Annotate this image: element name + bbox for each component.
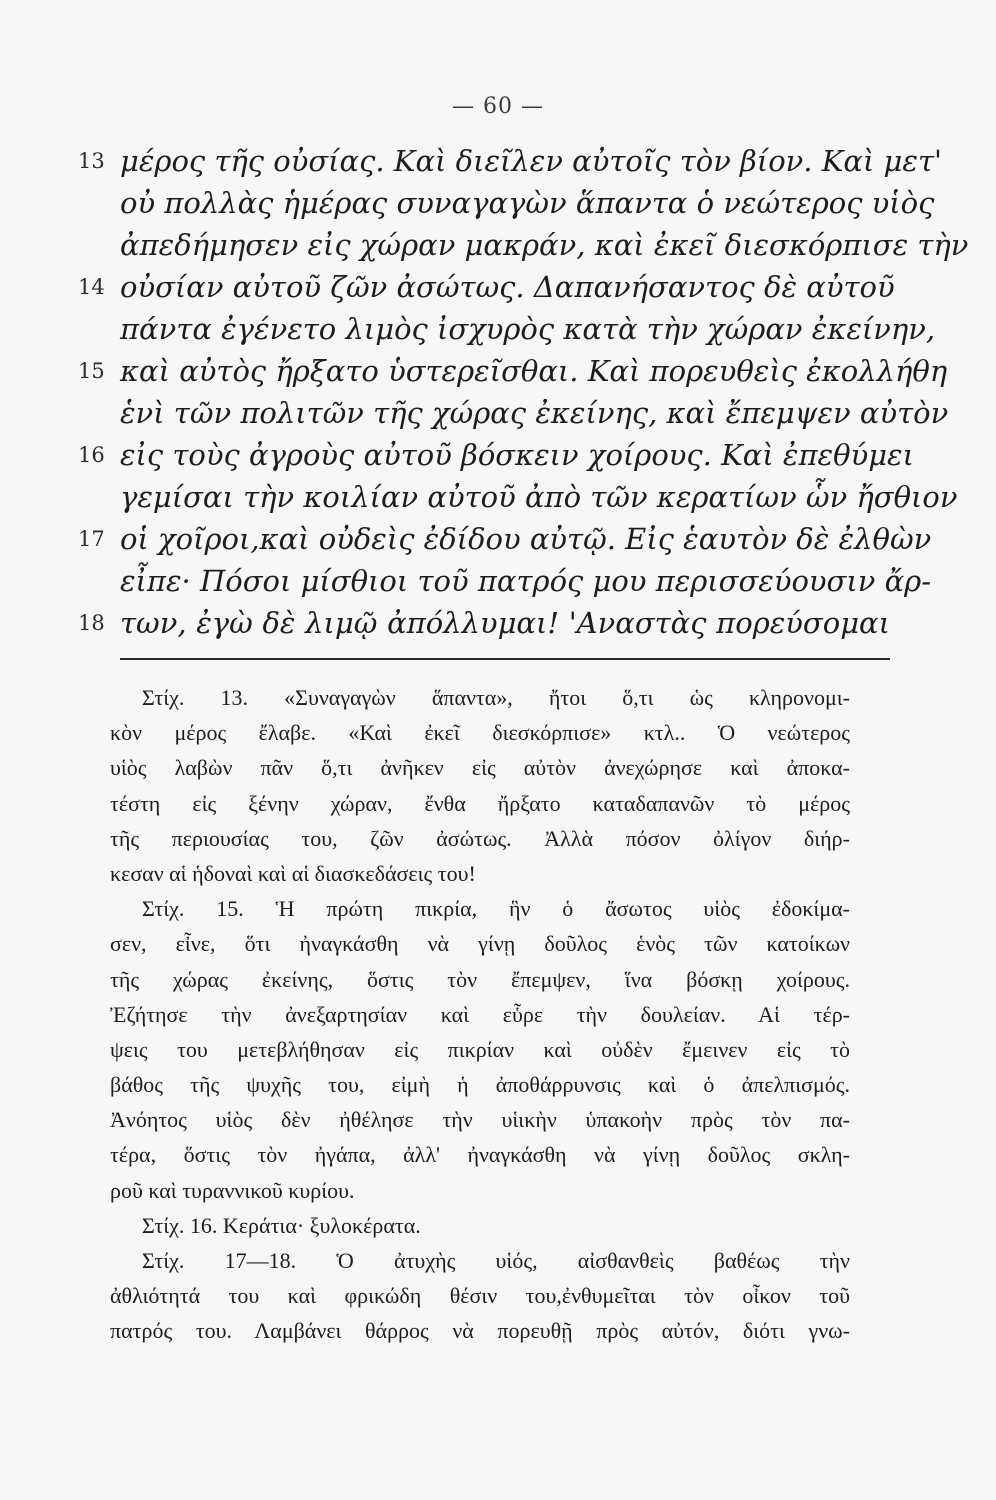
note-line: κὸν μέρος ἔλαβε. «Καὶ ἐκεῖ διεσκόρπισε» κτλ.. Ὁ νεώτερος	[110, 720, 850, 746]
note-line: Ἐζήτησε τὴν ἀνεξαρτησίαν καὶ εὗρε τὴν δουλείαν. Αἱ τέρ-	[110, 1001, 850, 1027]
note-line: πατρός του. Λαμβάνει θάρρος νὰ πορευθῇ πρὸς αὐτόν, διότι γνω-	[110, 1318, 850, 1344]
verse-number: 13	[78, 149, 105, 173]
footnote-divider	[120, 658, 890, 660]
note-line: ἀθλιότητά του καὶ φρικώδη θέσιν του,ἐνθυμεῖται τὸν οἶκον τοῦ	[110, 1283, 850, 1309]
main-text-content: πάντα ἐγένετο λιμὸς ἰσχυρὸς κατὰ τὴν χώραν ἐκείνην,	[120, 312, 936, 346]
commentary-notes	[110, 680, 850, 1349]
main-text-content: καὶ αὐτὸς ἤρξατο ὑστερεῖσθαι. Καὶ πορευθεὶς ἐκολλήθη	[120, 354, 948, 388]
main-text-content: ἀπεδήμησεν εἰς χώραν μακράν, καὶ ἐκεῖ διεσκόρπισε τὴν	[120, 228, 969, 262]
main-text-line	[120, 476, 958, 518]
note-line: τῆς χώρας ἐκείνης, ὅστις τὸν ἔπεμψεν, ἵνα βόσκῃ χοίρους.	[110, 966, 850, 992]
note-line: ψεις του μετεβλήθησαν εἰς πικρίαν καὶ οὐδὲν ἔμεινεν εἰς τὸ	[110, 1036, 850, 1062]
note-line: τέστη εἰς ξένην χώραν, ἔνθα ἤρξατο καταδαπανῶν τὸ μέρος	[110, 790, 850, 816]
note-line: βάθος τῆς ψυχῆς του, εἰμὴ ἡ ἀποθάρρυνσις καὶ ὁ ἀπελπισμός.	[110, 1072, 850, 1098]
main-text-line	[120, 392, 949, 434]
note-line: Στίχ. 17—18. Ὁ ἀτυχὴς υἱός, αἰσθανθεὶς βαθέως τὴν	[142, 1248, 850, 1273]
main-text-content: των, ἐγὼ δὲ λιμῷ ἀπόλλυμαι! 'Αναστὰς πορεύσομαι	[120, 606, 890, 640]
note-line: υἱὸς λαβὼν πᾶν ὅ,τι ἀνῆκεν εἰς αὐτὸν ἀνεχώρησε καὶ ἀποκα-	[110, 755, 850, 781]
main-text-line	[120, 560, 931, 602]
main-text-line	[78, 266, 895, 308]
note-line: Ἀνόητος υἱὸς δὲν ἠθέλησε τὴν υἱικὴν ὑπακοὴν πρὸς τὸν πα-	[110, 1107, 850, 1133]
main-text-content: μέρος τῆς οὐσίας. Καὶ διεῖλεν αὐτοῖς τὸν βίον. Καὶ μετ'	[120, 144, 942, 178]
verse-number: 14	[78, 275, 105, 299]
main-text-content: οὐ πολλὰς ἡμέρας συναγαγὼν ἅπαντα ὁ νεώτερος υἱὸς	[120, 186, 935, 220]
main-text-content: οἱ χοῖροι,καὶ οὐδεὶς ἐδίδου αὐτῷ. Εἰς ἑαυτὸν δὲ ἐλθὼν	[120, 522, 932, 556]
verse-number: 15	[78, 359, 105, 383]
note-line: Στίχ. 15. Ἡ πρώτη πικρία, ἣν ὁ ἄσωτος υἱὸς ἐδοκίμα-	[142, 896, 850, 922]
note-line: σεν, εἶνε, ὅτι ἠναγκάσθη νὰ γίνῃ δοῦλος ἑνὸς τῶν κατοίκων	[110, 931, 850, 957]
verse-number: 18	[78, 611, 105, 635]
note-line: τέρα, ὅστις τὸν ἠγάπα, ἀλλ' ἠναγκάσθη νὰ γίνῃ δοῦλος σκλη-	[110, 1142, 850, 1168]
note-line: Στίχ. 16. Κεράτια· ξυλοκέρατα.	[142, 1212, 421, 1238]
note-line: κεσαν αἱ ἡδοναὶ καὶ αἱ διασκεδάσεις του!	[110, 860, 476, 886]
note-line: τῆς περιουσίας του, ζῶν ἀσώτως. Ἀλλὰ πόσον ὀλίγον διήρ-	[110, 825, 850, 851]
main-text-line	[120, 224, 969, 266]
main-text-line	[78, 140, 942, 182]
main-text-line	[120, 182, 935, 224]
main-text-line	[78, 350, 948, 392]
verse-number: 17	[78, 527, 105, 551]
note-line: ροῦ καὶ τυραννικοῦ κυρίου.	[110, 1177, 355, 1203]
main-text-line	[120, 308, 936, 350]
main-text-content: εἰς τοὺς ἀγροὺς αὐτοῦ βόσκειν χοίρους. Καὶ ἐπεθύμει	[120, 438, 914, 472]
main-text-line	[78, 602, 890, 644]
main-text-content: εἶπε· Πόσοι μίσθιοι τοῦ πατρός μου περισσεύουσιν ἄρ-	[120, 564, 931, 598]
main-text-block	[78, 140, 969, 644]
main-text-content: ἑνὶ τῶν πολιτῶν τῆς χώρας ἐκείνης, καὶ ἔπεμψεν αὐτὸν	[120, 396, 949, 430]
main-text-line	[78, 434, 914, 476]
note-line: Στίχ. 13. «Συναγαγὼν ἅπαντα», ἤτοι ὅ,τι ὡς κληρονομι-	[142, 685, 850, 710]
main-text-content: γεμίσαι τὴν κοιλίαν αὐτοῦ ἀπὸ τῶν κερατίων ὧν ἤσθιον	[120, 480, 958, 514]
page-number: — 60 —	[452, 94, 544, 119]
main-text-content: οὐσίαν αὐτοῦ ζῶν ἀσώτως. Δαπανήσαντος δὲ αὐτοῦ	[120, 270, 895, 304]
verse-number: 16	[78, 443, 105, 467]
main-text-line	[78, 518, 932, 560]
